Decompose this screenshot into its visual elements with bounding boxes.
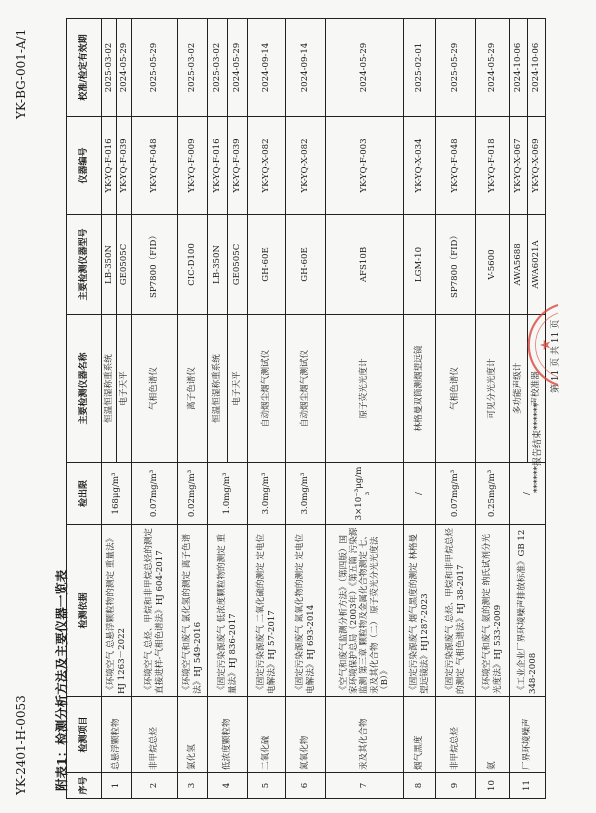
instrument-name-cell: 气相色谱仪 <box>132 315 178 463</box>
test-item-cell: 氮氧化物 <box>286 697 326 773</box>
instrument-id-cell: YK-YQ-X-082 <box>286 117 326 215</box>
row-number-cell: 8 <box>404 773 436 799</box>
col-header: 序号 <box>67 773 102 799</box>
calibration-validity-cell: 2025-02-01 <box>404 19 436 117</box>
instrument-id-cell: YK-YQ-X-082 <box>248 117 286 215</box>
detection-limit-cell: 0.07mg/m³ <box>436 463 476 525</box>
row-number-cell: 10 <box>476 773 510 799</box>
instrument-id-cell: YK-YQ-F-009 <box>178 117 208 215</box>
instrument-name-cell: 恒温恒湿称重系统 <box>102 315 117 463</box>
instrument-id-cell: YK-YQ-F-016 <box>208 117 228 215</box>
calibration-validity-cell: 2024-09-14 <box>248 19 286 117</box>
row-number-cell: 5 <box>248 773 286 799</box>
table-row <box>286 19 326 799</box>
instrument-name-cell: 气相色谱仪 <box>436 315 476 463</box>
instrument-model-cell: CIC-D100 <box>178 215 208 315</box>
detection-limit-cell: 0.07mg/m³ <box>132 463 178 525</box>
form-code: YK-BG-001-A/1 <box>14 28 28 119</box>
instrument-id-cell: YK-YQ-F-016 <box>102 117 117 215</box>
col-header: 检出限 <box>67 463 102 525</box>
instrument-id-cell: YK-YQ-F-048 <box>436 117 476 215</box>
detection-limit-cell: 1.0mg/m³ <box>208 463 248 525</box>
table-body <box>102 19 546 799</box>
table-row <box>102 19 117 799</box>
col-header: 主要检测仪器型号 <box>67 215 102 315</box>
test-item-cell: 厂界环境噪声 <box>510 697 546 773</box>
instrument-model-cell: AWA6021A <box>528 215 546 315</box>
row-number-cell: 6 <box>286 773 326 799</box>
instrument-model-cell: SP7800（FID） <box>132 215 178 315</box>
report-code: YK-2401-H-0053 <box>14 695 28 795</box>
row-number-cell: 9 <box>436 773 476 799</box>
instrument-model-cell: AFS10B <box>326 215 404 315</box>
col-header: 检测项目 <box>67 697 102 773</box>
instrument-name-cell: 林格曼双筒测烟望远镜 <box>404 315 436 463</box>
instrument-name-cell: 电子天平 <box>117 315 132 463</box>
col-header: 主要检测仪器名称 <box>67 315 102 463</box>
test-basis-cell: 《固定污染源废气 二氧化硫的测定 定电位电解法》HJ 57-2017 <box>248 525 286 697</box>
row-number-cell: 3 <box>178 773 208 799</box>
calibration-validity-cell: 2024-05-29 <box>476 19 510 117</box>
test-basis-cell: 《环境空气 总悬浮颗粒物的测定 重量法》HJ 1263－2022 <box>102 525 132 697</box>
calibration-validity-cell: 2024-05-29 <box>117 19 132 117</box>
table-row <box>404 19 436 799</box>
calibration-validity-cell: 2025-05-29 <box>132 19 178 117</box>
instrument-name-cell: 电子天平 <box>228 315 248 463</box>
table-row <box>208 19 228 799</box>
col-header: 校准/检定有效期 <box>67 19 102 117</box>
instrument-name-cell: 原子荧光光度计 <box>326 315 404 463</box>
instrument-id-cell: YK-YQ-X-067 <box>510 117 528 215</box>
test-basis-cell: 《固定污染源废气 低浓度颗粒物的测定 重量法》HJ 836-2017 <box>208 525 248 697</box>
company-seal-stamp <box>498 297 560 393</box>
test-basis-cell: 《环境空气和废气 氨的测定 纳氏试剂分光光度法》HJ 533-2009 <box>476 525 510 697</box>
test-basis-cell: 《空气和废气监测分析方法》（第四版）国家环境保护总局（2003年）《第五篇 污染源监测 第三章 颗粒物及金属化合物测定 七、汞及其化合物（二） 原子荧光分光光度法（B）》 <box>326 525 404 697</box>
col-header: 仪器编号 <box>67 117 102 215</box>
col-header: 检测依据 <box>67 525 102 697</box>
instrument-id-cell: YK-YQ-F-048 <box>132 117 178 215</box>
detection-limit-cell: 168μg/m³ <box>102 463 132 525</box>
calibration-validity-cell: 2025-03-02 <box>102 19 117 117</box>
instrument-name-cell: 自动烟尘烟气测试仪 <box>248 315 286 463</box>
test-basis-cell: 《固定污染源废气 总烃、甲烷和非甲烷总烃的测定 气相色谱法》HJ 38-2017 <box>436 525 476 697</box>
instrument-name-cell: 声校准器 <box>528 315 546 463</box>
calibration-validity-cell: 2025-03-02 <box>208 19 228 117</box>
test-item-cell: 非甲烷总烃 <box>436 697 476 773</box>
instrument-name-cell: 离子色谱仪 <box>178 315 208 463</box>
row-number-cell: 1 <box>102 773 132 799</box>
instrument-name-cell: 可见分光光度计 <box>476 315 510 463</box>
detection-limit-cell: 0.25mg/m³ <box>476 463 510 525</box>
instrument-model-cell: GE0505C <box>228 215 248 315</box>
calibration-validity-cell: 2025-05-29 <box>436 19 476 117</box>
instrument-name-cell: 恒温恒湿称重系统 <box>208 315 228 463</box>
row-number-cell: 2 <box>132 773 178 799</box>
test-item-cell: 总悬浮颗粒物 <box>102 697 132 773</box>
test-item-cell: 氨 <box>476 697 510 773</box>
detection-limit-cell: 3×10⁻³μg/m³ <box>326 463 404 525</box>
instrument-id-cell: YK-YQ-X-034 <box>404 117 436 215</box>
table-row <box>326 19 404 799</box>
detection-limit-cell: / <box>404 463 436 525</box>
calibration-validity-cell: 2024-09-14 <box>286 19 326 117</box>
instrument-model-cell: LGM-10 <box>404 215 436 315</box>
calibration-validity-cell: 2025-03-02 <box>178 19 208 117</box>
instrument-model-cell: LB-350N <box>102 215 117 315</box>
instrument-id-cell: YK-YQ-F-039 <box>117 117 132 215</box>
instrument-model-cell: AWA5688 <box>510 215 528 315</box>
instrument-model-cell: GH-60E <box>286 215 326 315</box>
calibration-validity-cell: 2024-05-29 <box>326 19 404 117</box>
detection-limit-cell: 0.02mg/m³ <box>178 463 208 525</box>
instrument-name-cell: 多功能声级计 <box>510 315 528 463</box>
detection-limit-cell: 3.0mg/m³ <box>248 463 286 525</box>
row-number-cell: 7 <box>326 773 404 799</box>
test-basis-cell: 《环境空气和废气 氯化氢的测定 离子色谱法》HJ 549-2016 <box>178 525 208 697</box>
instrument-id-cell: YK-YQ-F-018 <box>476 117 510 215</box>
instrument-id-cell: YK-YQ-X-069 <box>528 117 546 215</box>
instrument-model-cell: LB-350N <box>208 215 228 315</box>
row-number-cell: 11 <box>510 773 546 799</box>
table-header-row <box>67 19 102 799</box>
calibration-validity-cell: 2024-10-06 <box>528 19 546 117</box>
test-basis-cell: 《工业企业厂界环境噪声排放标准》GB 12348-2008 <box>510 525 546 697</box>
methods-instruments-table <box>66 18 546 799</box>
table-row <box>436 19 476 799</box>
instrument-model-cell: GH-60E <box>248 215 286 315</box>
table-row <box>476 19 510 799</box>
instrument-name-cell: 自动烟尘烟气测试仪 <box>286 315 326 463</box>
test-item-cell: 汞及其化合物 <box>326 697 404 773</box>
row-number-cell: 4 <box>208 773 248 799</box>
test-basis-cell: 《固定污染源废气 氮氧化物的测定 定电位电解法》HJ 693-2014 <box>286 525 326 697</box>
calibration-validity-cell: 2024-05-29 <box>228 19 248 117</box>
svg-text:★: ★ <box>538 338 554 352</box>
test-item-cell: 二氧化硫 <box>248 697 286 773</box>
test-basis-cell: 《固定污染源废气 烟气黑度的测定 林格曼望远镜法》HJ1287-2023 <box>404 525 436 697</box>
table-row <box>178 19 208 799</box>
page-number: 第 11 页 共 11 页 <box>551 319 561 393</box>
test-item-cell: 烟气黑度 <box>404 697 436 773</box>
table-row <box>132 19 178 799</box>
instrument-model-cell: GE0505C <box>117 215 132 315</box>
instrument-id-cell: YK-YQ-F-039 <box>228 117 248 215</box>
calibration-validity-cell: 2024-10-06 <box>510 19 528 117</box>
instrument-model-cell: V-5600 <box>476 215 510 315</box>
test-item-cell: 氯化氢 <box>178 697 208 773</box>
test-item-cell: 低浓度颗粒物 <box>208 697 248 773</box>
table-row <box>510 19 528 799</box>
table-title: 附表1：检测分析方法及主要仪器一览表 <box>54 569 69 791</box>
test-item-cell: 非甲烷总烃 <box>132 697 178 773</box>
instrument-model-cell: SP7800（FID） <box>436 215 476 315</box>
instrument-id-cell: YK-YQ-F-003 <box>326 117 404 215</box>
detection-limit-cell: / <box>510 463 546 525</box>
test-basis-cell: 《环境空气 总烃、甲烷和非甲烷总烃的测定 直接进样-气相色谱法》HJ 604-2017 <box>132 525 178 697</box>
report-end-note: ******报告结束****** <box>533 402 543 493</box>
table-row <box>248 19 286 799</box>
detection-limit-cell: 3.0mg/m³ <box>286 463 326 525</box>
